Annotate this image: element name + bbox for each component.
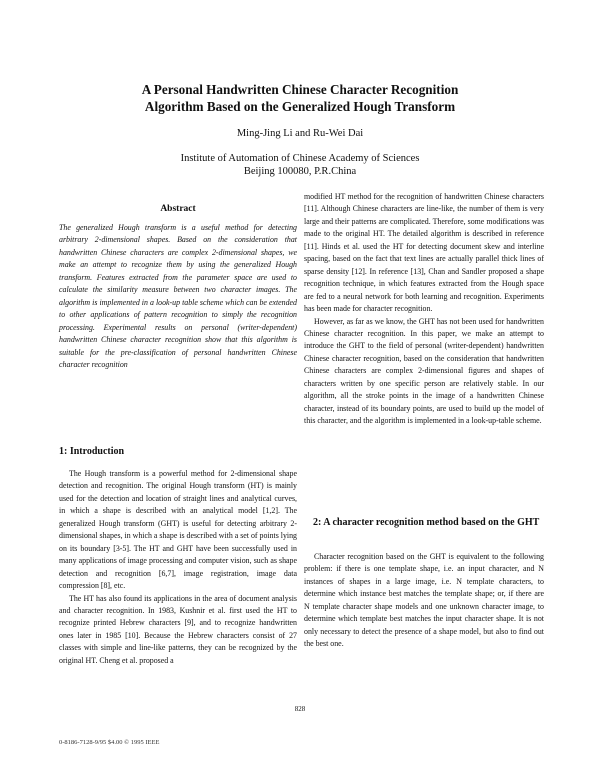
- section2-body: [304, 551, 544, 651]
- page-number: 828: [294, 705, 306, 713]
- copyright-line: 0-8186-7128-9/95 $4.00 © 1995 IEEE: [59, 739, 160, 746]
- section2-heading: 2: A character recognition method based on the GHT: [313, 517, 540, 528]
- intro-paragraph-1: The Hough transform is a powerful method for 2-dimensional shape detection and recognition. The original Hough transform (HT) is mainly used for the detection and location of straight lines and analytical curves, in which a shape is described with an analytical model [1,2]. The generalized Hough transform (GHT) is useful for detecting arbitrary 2-dimensional shapes, in which a shape is described with a set of points lying on its boundary [3-5]. The HT and GHT have been successfully used in many applications of image processing and computer vision, such as shape detection and recognition [6,7], image registration, image data compression [8], etc.: [59, 469, 297, 591]
- paper-title-line2: Algorithm Based on the Generalized Hough Transform: [144, 99, 456, 114]
- abstract-heading: Abstract: [160, 204, 196, 214]
- intro-paragraph-3: modified HT method for the recognition of handwritten Chinese characters [11]. Although Chinese characters are line-like, the number of them is very large and their patterns are complicated. Therefore, some modifications was made to the original HT. The detailed algorithm is described in reference [11]. Hinds et al. used the HT for detecting document skew and interline spacing, based on the fact that text lines are actually parallel thick lines of sparse density [12]. In reference [13], Chan and Sandler proposed a shape recognition technique, in which features extracted from the Hough space are fed to a neural network for both learning and recognition. Experiments has been made for character recognition.: [304, 192, 544, 314]
- paper-authors: Ming-Jing Li and Ru-Wei Dai: [236, 128, 364, 139]
- introduction-body: [59, 468, 297, 667]
- affiliation-line2: Beijing 100080, P.R.China: [243, 166, 357, 177]
- introduction-body-continued: [304, 191, 544, 428]
- section2-paragraph-1: Character recognition based on the GHT is equivalent to the following problem: if there is one template shape, i.e. an input character, and N instances of shapes in a large image, i.e. N template characters, to determine which instance best matches the template shape; or, if there are N template character shape models and one unknown character image, to determine which template best matches the input character shape. It is not only necessary to detect the presence of a shape model, but also to find out the best one.: [304, 552, 544, 649]
- intro-paragraph-4: However, as far as we know, the GHT has not been used for handwritten Chinese character recognition. In this paper, we make an attempt to introduce the GHT to the field of personal (writer-dependent) handwritten Chinese character recognition, based on the consideration that handwritten Chinese characters are complex 2-dimensional figures and shapes of characters written by one specific person are relatively stable. In our algorithm, all the stroke points in the image of a handwritten Chinese character, instead of its boundary points, are used to build up the model of this character, and the algorithm is implemented in a look-up-table scheme.: [304, 316, 544, 426]
- affiliation-line1: Institute of Automation of Chinese Academy of Sciences: [180, 153, 420, 164]
- abstract-paragraph: The generalized Hough transform is a useful method for detecting arbitrary 2-dimensional shapes. Based on the consideration that handwritten Chinese characters are complex 2-dimensional shapes, we make an attempt to recognize them by using the generalized Hough transform. Features extracted from the parameter space are used to calculate the similarity measure between two character images. The algorithm is implemented in a look-up table scheme which can be extended to other applications of pattern recognition to simply the recognition processing. Experimental results on personal (writer-dependent) handwritten Chinese character recognition show that this algorithm is suitable for the pre-classification of personal handwritten Chinese character recognition: [59, 223, 297, 369]
- abstract-text: [59, 222, 297, 371]
- paper-title-line1: A Personal Handwritten Chinese Character Recognition: [141, 82, 459, 97]
- section1-heading: 1: Introduction: [59, 446, 125, 457]
- intro-paragraph-2: The HT has also found its applications in the area of document analysis and character recognition. In 1983, Kushnir et al. first used the HT to recognize printed Hebrew characters [9], and to recognize handwritten ones later in 1985 [10]. Because the Hebrew characters consist of 27 classes with simple and line-like patterns, they can be recognized by the original HT. Cheng et al. proposed a: [59, 593, 297, 665]
